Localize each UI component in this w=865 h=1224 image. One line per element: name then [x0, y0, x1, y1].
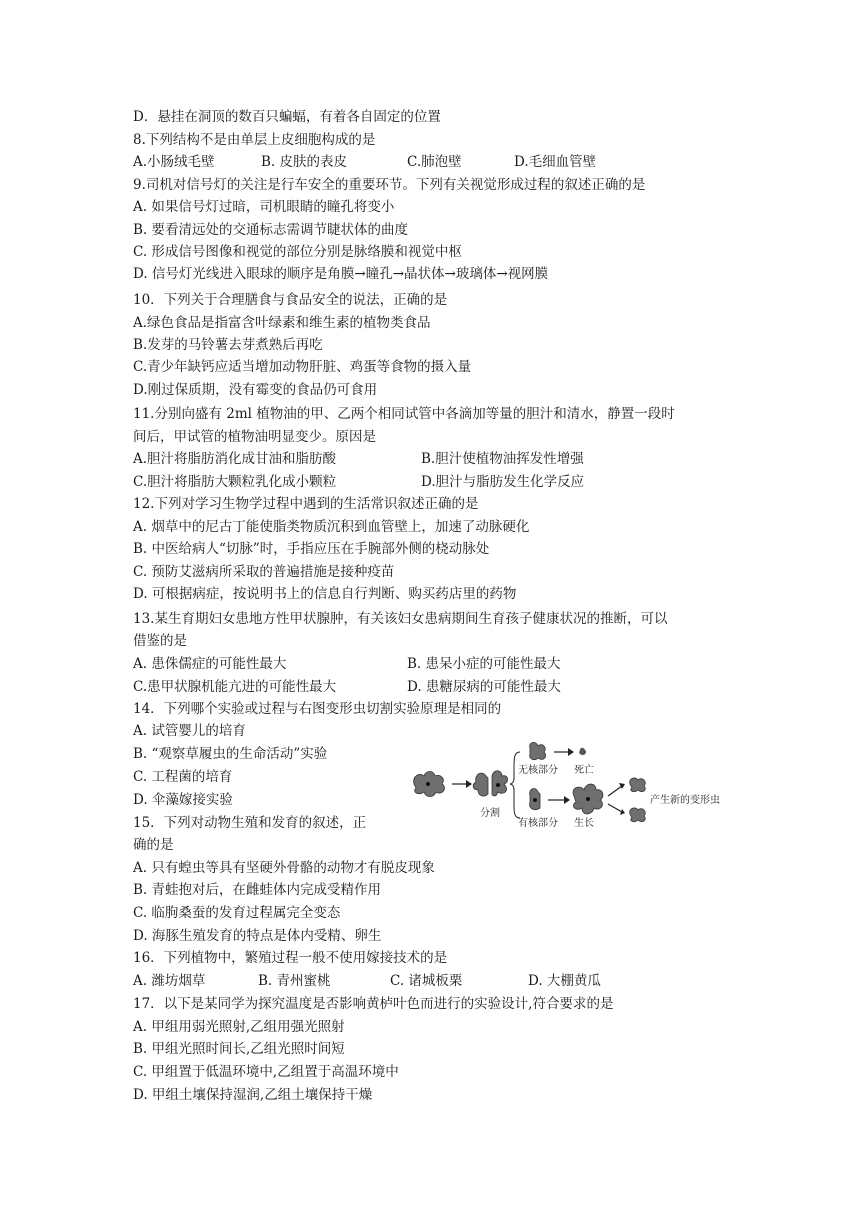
q15-option-d: D. 海豚生殖发育的特点是体内受精、卵生 — [133, 928, 382, 944]
q14-option-b: B. “观察草履虫的生命活动”实验 — [133, 746, 328, 762]
q13-stem-line1: 13.某生育期妇女患地方性甲状腺肿，有关该妇女患病期间生育孩子健康状况的推断，可以 — [133, 611, 668, 627]
q15-option-a: A. 只有蝗虫等具有坚硬外骨骼的动物才有脱皮现象 — [133, 860, 435, 876]
q14-stem: 14．下列哪个实验或过程与右图变形虫切割实验原理是相同的 — [133, 701, 502, 717]
amoeba-split-left-icon — [473, 773, 488, 796]
q14-option-d: D. 伞藻嫁接实验 — [133, 792, 233, 808]
amoeba-new-bottom-icon — [630, 808, 646, 822]
amoeba-new-top-icon — [630, 778, 646, 792]
q11-option-d: D.胆汁与脂肪发生化学反应 — [421, 474, 585, 490]
q14-option-a: A. 试管婴儿的培育 — [133, 723, 246, 739]
q13-option-b: B. 患呆小症的可能性最大 — [407, 656, 561, 672]
amoeba-no-nucleus-icon — [530, 742, 546, 759]
q11-stem-line1: 11.分别向盛有 2ml 植物油的甲、乙两个相同试管中各滴加等量的胆汁和清水，静置一段时 — [133, 406, 675, 422]
q17-stem: 17．以下是某同学为探究温度是否影响黄栌叶色而进行的实验设计,符合要求的是 — [133, 996, 614, 1012]
q12-option-c: C. 预防艾滋病所采取的普遍措施是接种疫苗 — [133, 564, 395, 580]
q7-option-d: D．悬挂在洞顶的数百只蝙蝠，有着各自固定的位置 — [133, 109, 441, 125]
q12-option-a: A. 烟草中的尼古丁能使脂类物质沉积到血管壁上，加速了动脉硬化 — [133, 519, 530, 535]
q15-stem-line2: 确的是 — [133, 837, 174, 853]
q17-option-b: B. 甲组光照时间长,乙组光照时间短 — [133, 1041, 345, 1057]
q16-stem: 16．下列植物中，繁殖过程一般不使用嫁接技术的是 — [133, 950, 448, 966]
q8-stem: 8.下列结构不是由单层上皮细胞构成的是 — [133, 132, 376, 148]
label-death: 死亡 — [574, 765, 594, 776]
q15-option-c: C. 临朐桑蚕的发育过程属完全变态 — [133, 905, 341, 921]
q14-option-c: C. 工程菌的培育 — [133, 769, 233, 785]
q17-option-a: A. 甲组用弱光照射,乙组用强光照射 — [133, 1019, 345, 1035]
q13-option-a: A. 患侏儒症的可能性最大 — [133, 656, 287, 672]
label-growth: 生长 — [574, 818, 594, 829]
q8-option-a: A.小肠绒毛壁 — [133, 154, 215, 170]
q12-option-d: D. 可根据病症，按说明书上的信息自行判断、购买药店里的药物 — [133, 586, 517, 602]
amoeba-dead-icon — [579, 748, 586, 755]
q9-option-a: A. 如果信号灯过暗，司机眼睛的瞳孔将变小 — [133, 199, 395, 215]
q9-option-d: D. 信号灯光线进入眼球的顺序是角膜→瞳孔→晶状体→玻璃体→视网膜 — [133, 266, 549, 282]
q16-option-b: B. 青州蜜桃 — [258, 973, 331, 989]
q8-option-b: B. 皮肤的表皮 — [261, 154, 348, 170]
q12-stem: 12.下列对学习生物学过程中遇到的生活常识叙述正确的是 — [133, 496, 479, 512]
label-split: 分割 — [480, 808, 500, 819]
q10-option-d: D.刚过保质期，没有霉变的食品仍可食用 — [133, 382, 378, 398]
q12-option-b: B. 中医给病人“切脉”时，手指应压在手腕部外侧的桡动脉处 — [133, 541, 490, 557]
q16-option-d: D. 大棚黄瓜 — [528, 973, 601, 989]
q8-option-d: D.毛细血管壁 — [514, 154, 597, 170]
q9-stem: 9.司机对信号灯的关注是行车安全的重要环节。下列有关视觉形成过程的叙述正确的是 — [133, 177, 646, 193]
q11-option-a: A.胆汁将脂肪消化成甘油和脂肪酸 — [133, 451, 337, 467]
q11-option-b: B.胆汁使植物油挥发性增强 — [421, 451, 584, 467]
q13-stem-line2: 借鉴的是 — [133, 633, 187, 649]
q10-option-c: C.青少年缺钙应适当增加动物肝脏、鸡蛋等食物的摄入量 — [133, 359, 472, 375]
q15-option-b: B. 青蛙抱对后，在雌蛙体内完成受精作用 — [133, 882, 382, 898]
q15-stem-line1: 15．下列对动物生殖和发育的叙述，正 — [133, 815, 367, 831]
q17-option-c: C. 甲组置于低温环境中,乙组置于高温环境中 — [133, 1064, 399, 1080]
amoeba-split-right-icon — [492, 771, 508, 796]
amoeba-cutting-figure — [408, 738, 738, 830]
q10-stem: 10．下列关于合理膳食与食品安全的说法，正确的是 — [133, 292, 448, 308]
q13-option-d: D. 患糖尿病的可能性最大 — [407, 679, 561, 695]
q11-stem-line2: 间后，甲试管的植物油明显变少。原因是 — [133, 429, 376, 445]
q13-option-c: C.患甲状腺机能亢进的可能性最大 — [133, 679, 337, 695]
q10-option-b: B.发芽的马铃薯去芽煮熟后再吃 — [133, 337, 323, 353]
label-nucleus: 有核部分 — [518, 818, 558, 829]
q11-option-c: C.胆汁将脂肪大颗粒乳化成小颗粒 — [133, 474, 337, 490]
q9-option-b: B. 要看清远处的交通标志需调节睫状体的曲度 — [133, 222, 409, 238]
q10-option-a: A.绿色食品是指富含叶绿素和维生素的植物类食品 — [133, 315, 431, 331]
label-new-amoeba: 产生新的变形虫 — [650, 795, 720, 806]
label-no-nucleus: 无核部分 — [518, 765, 558, 776]
q16-option-c: C. 诸城板栗 — [390, 973, 463, 989]
q9-option-c: C. 形成信号图像和视觉的部位分别是脉络膜和视觉中枢 — [133, 244, 462, 260]
q8-option-c: C.肺泡壁 — [407, 154, 462, 170]
q17-option-d: D. 甲组土壤保持湿润,乙组土壤保持干燥 — [133, 1087, 373, 1103]
q16-option-a: A. 潍坊烟草 — [133, 973, 206, 989]
